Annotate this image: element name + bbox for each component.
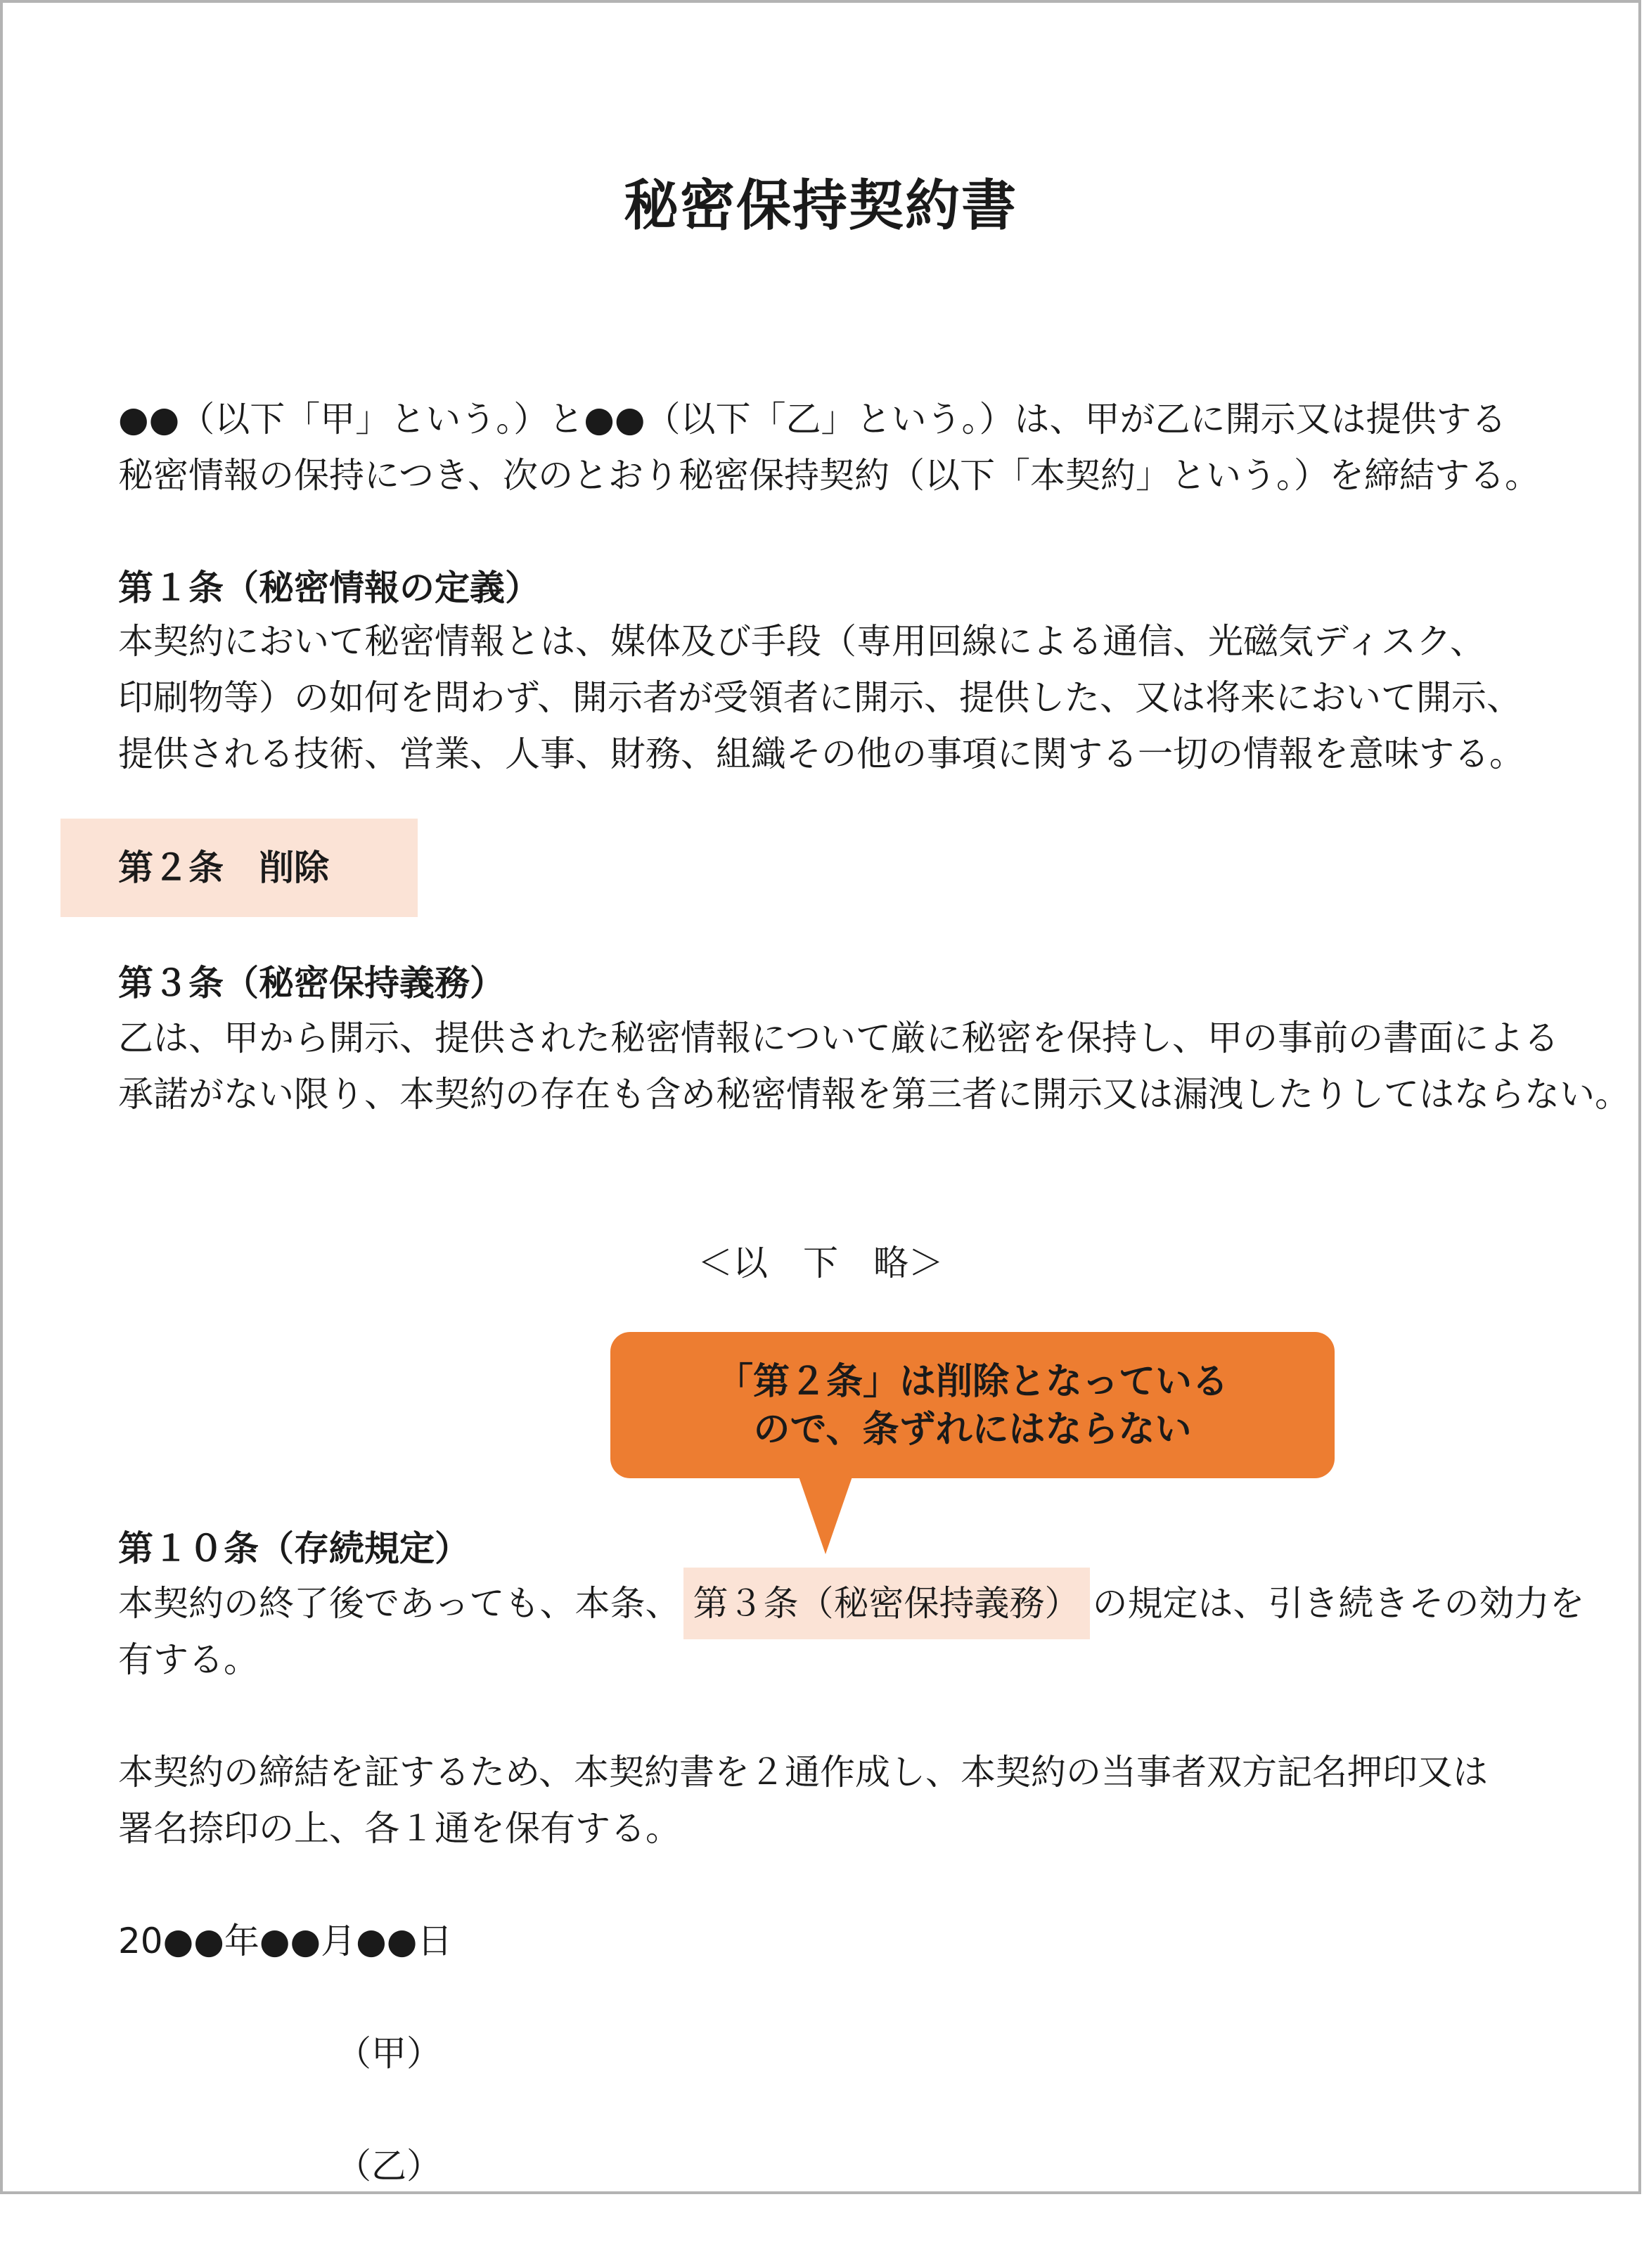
article3-line-1: 乙は、甲から開示、提供された秘密情報について厳に秘密を保持し、甲の事前の書面による [118, 1018, 1559, 1058]
article1-line-1: 本契約において秘密情報とは、媒体及び手段（専用回線による通信、光磁気ディスク、 [118, 621, 1485, 662]
article10-line-2: 有する。 [118, 1639, 259, 1680]
article1-line-2: 印刷物等）の如何を問わず、開示者が受領者に開示、提供した、又は将来において開示、 [118, 677, 1522, 718]
callout-bubble [610, 1332, 1335, 1478]
article3-line-2: 承諾がない限り、本契約の存在も含め秘密情報を第三者に開示又は漏洩したりしてはならない。 [118, 1074, 1630, 1115]
callout-line-2: ので、条ずれにはならない [753, 1409, 1192, 1451]
article10-line-1 [118, 1582, 1585, 1625]
article10-text-after: の規定は、引き続きその効力を [1092, 1583, 1585, 1624]
document-title: 秘密保持契約書 [623, 174, 1017, 238]
article1-heading: 第１条（秘密情報の定義） [118, 568, 540, 608]
closing-line-2: 署名捺印の上、各１通を保有する。 [118, 1808, 681, 1849]
preamble-line-1: ●●（以下「甲」という。）と●●（以下「乙」という。）は、甲が乙に開示又は提供する [118, 399, 1507, 440]
contract-date: 20●●年●●月●●日 [118, 1921, 453, 1961]
article1-line-3: 提供される技術、営業、人事、財務、組織その他の事項に関する一切の情報を意味する。 [118, 733, 1524, 774]
preamble-line-2: 秘密情報の保持につき、次のとおり秘密保持契約（以下「本契約」という。）を締結する。 [118, 455, 1540, 496]
omitted-marker: ＜以 下 略＞ [698, 1243, 944, 1283]
article3-reference-highlight: 第３条（秘密保持義務） [683, 1568, 1090, 1639]
callout-line-1: 「第２条」は削除となっている [716, 1361, 1228, 1403]
article2-heading: 第２条 削除 [118, 847, 329, 888]
article10-text-before: 本契約の終了後であっても、本条、 [118, 1583, 681, 1624]
article10-heading: 第１０条（存続規定） [118, 1528, 470, 1569]
closing-line-1: 本契約の締結を証するため、本契約書を２通作成し、本契約の当事者双方記名押印又は [118, 1752, 1488, 1793]
callout-tail [799, 1477, 852, 1554]
party-b-label: （乙） [336, 2146, 442, 2186]
article3-heading: 第３条（秘密保持義務） [118, 963, 505, 1004]
party-a-label: （甲） [336, 2033, 442, 2074]
